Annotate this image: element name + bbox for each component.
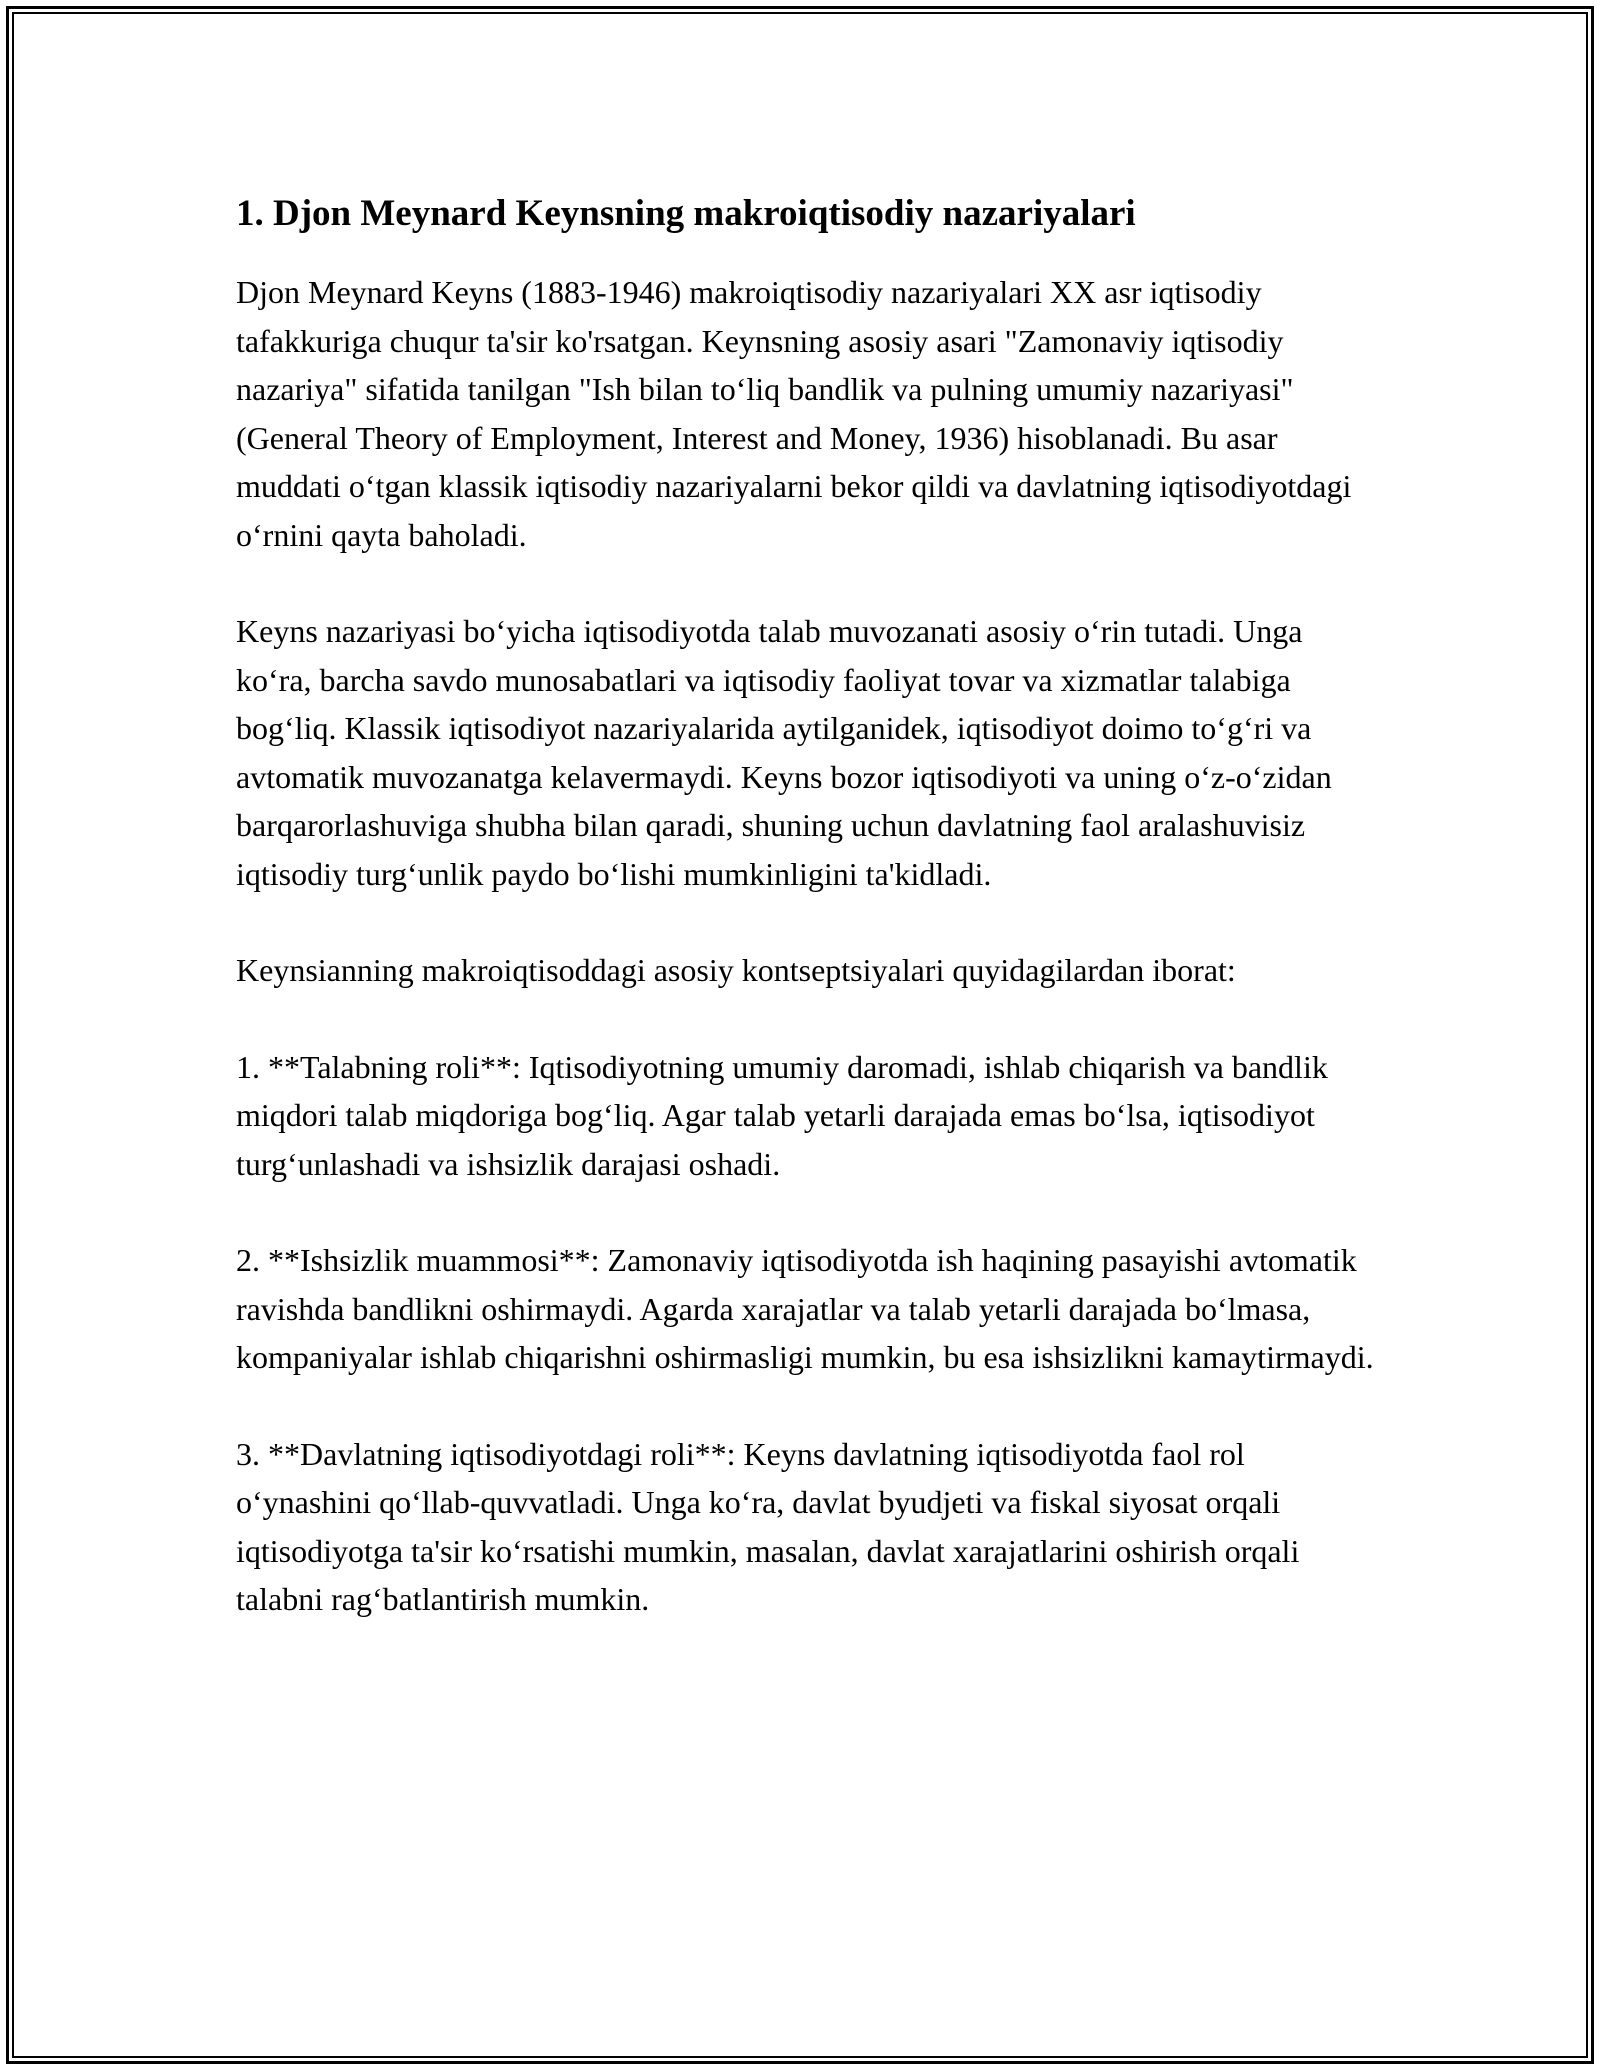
paragraph-concepts-intro: Keynsianning makroiqtisoddagi asosiy kontseptsiyalari quyidagilardan iborat:	[236, 952, 1236, 988]
paragraph-intro: Djon Meynard Keyns (1883-1946) makroiqtisodiy nazariyalari XX asr iqtisodiy tafakkuriga chuqur ta'sir ko'rsatgan. Keynsning asosiy asari "Zamonaviy iqtisodiy nazariya" sifatida tanilgan "Ish bilan to‘liq bandlik va pulning umumiy nazariyasi" (General Theory of Employment, Interest and Money, 1936) hisoblanadi. Bu asar muddati o‘tgan klassik iqtisodiy nazariyalarni bekor qildi va davlatning iqtisodiyotdagi o‘rnini qayta baholadi.	[236, 274, 1352, 553]
document-heading: 1. Djon Meynard Keynsning makroiqtisodiy nazariyalari	[236, 193, 1136, 234]
paragraph-demand-theory: Keyns nazariyasi bo‘yicha iqtisodiyotda talab muvozanati asosiy o‘rin tutadi. Unga ko‘ra, barcha savdo munosabatlari va iqtisodiy faoliyat tovar va xizmatlar talabiga bog‘liq. Klassik iqtisodiyot nazariyalarida aytilganidek, iqtisodiyot doimo to‘g‘ri va avtomatik muvozanatga kelavermaydi. Keyns bozor iqtisodiyoti va uning o‘z-o‘zidan barqarorlashuviga shubha bilan qaradi, shuning uchun davlatning faol aralashuvisiz iqtisodiy turg‘unlik paydo bo‘lishi mumkinligini ta'kidladi.	[236, 613, 1332, 892]
document-body	[236, 186, 1376, 1672]
list-item-demand-role: 1. **Talabning roli**: Iqtisodiyotning umumiy daromadi, ishlab chiqarish va bandlik miqdori talab miqdoriga bog‘liq. Agar talab yetarli darajada emas bo‘lsa, iqtisodiyot turg‘unlashadi va ishsizlik darajasi oshadi.	[236, 1048, 1328, 1182]
list-item-unemployment: 2. **Ishsizlik muammosi**: Zamonaviy iqtisodiyotda ish haqining pasayishi avtomatik ravishda bandlikni oshirmaydi. Agarda xarajatlar va talab yetarli darajada bo‘lmasa, kompaniyalar ishlab chiqarishni oshirmasligi mumkin, bu esa ishsizlikni kamaytirmaydi.	[236, 1242, 1374, 1375]
list-item-government-role: 3. **Davlatning iqtisodiyotdagi roli**: Keyns davlatning iqtisodiyotda faol rol o‘ynashini qo‘llab-quvvatladi. Unga ko‘ra, davlat byudjeti va fiskal siyosat orqali iqtisodiyotga ta'sir ko‘rsatishi mumkin, masalan, davlat xarajatlarini oshirish orqali talabni rag‘batlantirish mumkin.	[236, 1435, 1300, 1617]
